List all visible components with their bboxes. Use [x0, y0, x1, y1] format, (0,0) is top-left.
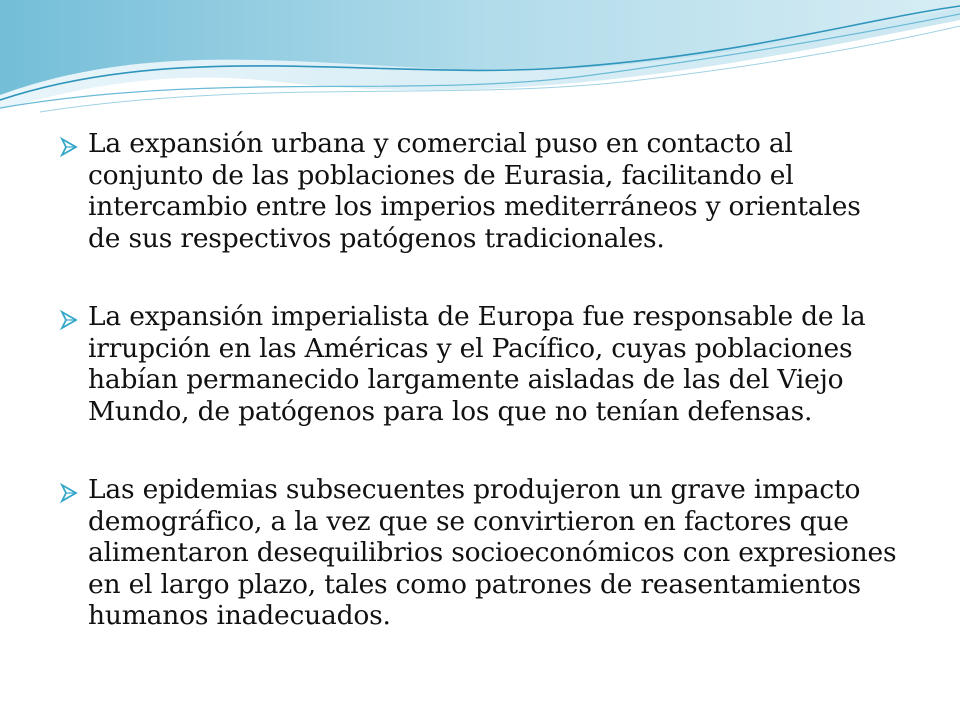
bullet-item [60, 128, 900, 254]
arrow-bullet-icon [60, 483, 80, 503]
bullet-item [60, 474, 900, 632]
arrow-bullet-icon [60, 137, 80, 157]
bullet-text: La expansión urbana y comercial puso en contacto al conjunto de las poblaciones de Eurasia, facilitando el intercambio entre los imperios mediterráneos y orientales de sus respectivos patógenos tradicionales. [88, 128, 861, 254]
bullet-list [60, 128, 900, 679]
bullet-text: Las epidemias subsecuentes produjeron un grave impacto demográfico, a la vez que se convirtieron en factores que alimentaron desequilibrios socioeconómicos con expresiones en el largo plazo, tales como patrones de reasentamientos humanos inadecuados. [88, 474, 897, 631]
arrow-bullet-icon [60, 310, 80, 330]
bullet-item [60, 301, 900, 427]
header-wave-decoration [0, 0, 960, 130]
bullet-text: La expansión imperialista de Europa fue responsable de la irrupción en las Américas y el Pacífico, cuyas poblaciones habían permanecido largamente aisladas de las del Viejo Mundo, de patógenos para los que no tenían defensas. [88, 301, 866, 427]
